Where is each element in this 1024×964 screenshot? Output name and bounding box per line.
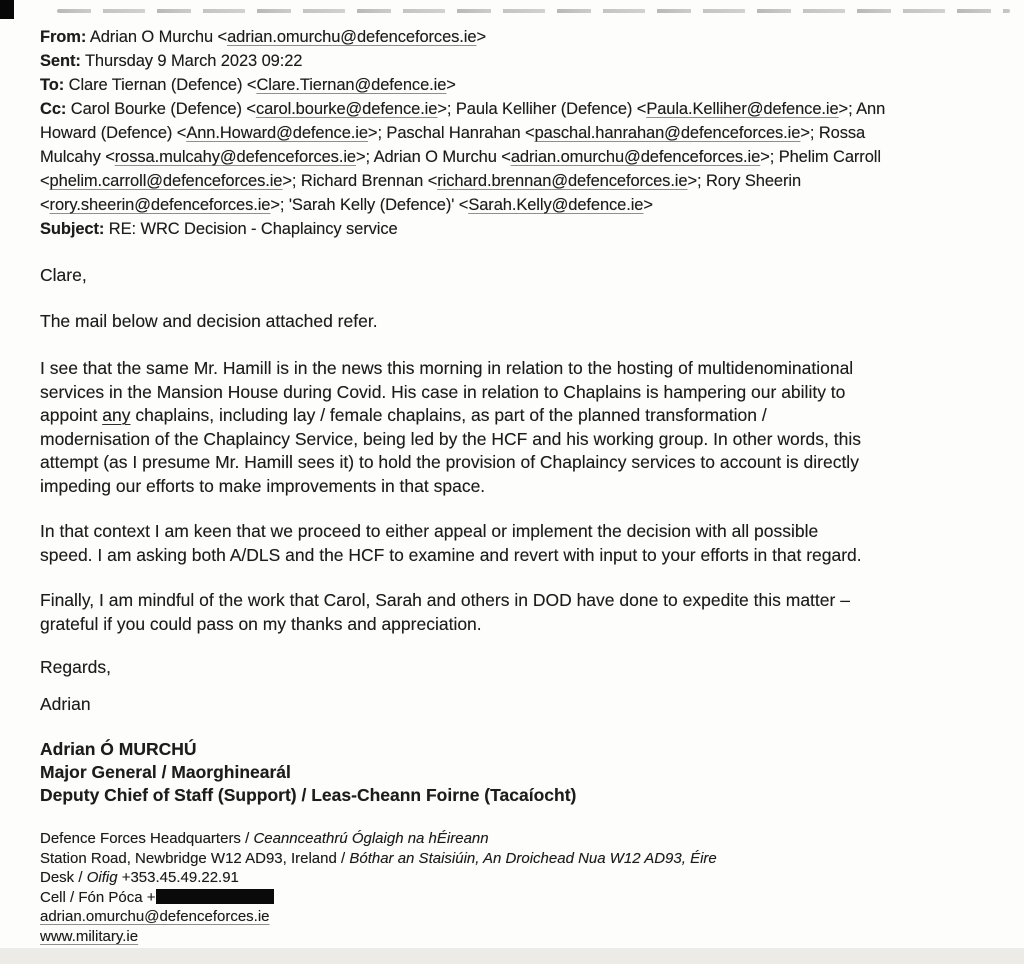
text-run: >; Paschal Hanrahan < xyxy=(367,124,535,142)
signature-name: Adrian Ó MURCHÚ xyxy=(40,739,197,759)
header-line xyxy=(40,121,992,145)
address-line xyxy=(40,927,992,947)
body-line xyxy=(40,520,992,544)
text-run: I see that the same Mr. Hamill is in the news this morning in relation to the hosting of multidenominational xyxy=(40,358,854,378)
text-run: Subject: xyxy=(40,220,105,238)
text-run: To: xyxy=(40,76,65,94)
body-line xyxy=(40,428,992,452)
header-line xyxy=(40,217,992,241)
underlined-word: any xyxy=(102,405,131,425)
text-run: In that context I am keen that we proceed to either appeal or implement the decision with all possible xyxy=(40,521,819,541)
email-document xyxy=(40,25,992,947)
address-line xyxy=(40,888,992,908)
email-link-text: rossa.mulcahy@defenceforces.ie xyxy=(114,148,356,166)
text-run: RE: WRC Decision - Chaplaincy service xyxy=(104,220,398,238)
top-scan-smudge xyxy=(57,9,1010,13)
body-line xyxy=(40,475,992,499)
text-run: >; Phelim Carroll xyxy=(760,148,881,166)
text-run: Cc: xyxy=(40,100,67,118)
email-link-text: richard.brennan@defenceforces.ie xyxy=(437,172,688,190)
email-link-text: phelim.carroll@defenceforces.ie xyxy=(49,172,283,190)
body-paragraph xyxy=(40,310,992,334)
text-run: grateful if you could pass on my thanks and appreciation. xyxy=(40,613,482,634)
text-run: Oifig xyxy=(86,869,118,887)
text-run: attempt (as I presume Mr. Hamill sees it) to hold the provision of Chaplaincy services to account is directly xyxy=(40,452,859,472)
text-run: Finally, I am mindful of the work that Carol, Sarah and others in DOD have done to expedite this matter – xyxy=(40,590,850,610)
header-line xyxy=(40,49,992,73)
body-paragraph xyxy=(40,656,992,680)
text-run: >; Ann xyxy=(838,100,886,118)
body-line xyxy=(40,656,992,680)
text-run: impeding our efforts to make improvements in that space. xyxy=(40,475,486,496)
bottom-page-edge-band xyxy=(0,948,1024,964)
text-run: chaplains, including lay / female chaplains, as part of the planned transformation / xyxy=(130,405,767,425)
text-run: Ceannceathrú Óglaigh na hÉireann xyxy=(253,830,489,847)
text-run: >; Rossa xyxy=(800,124,866,142)
phone-redaction-bar xyxy=(156,889,274,904)
body-line xyxy=(40,404,992,428)
text-run: Howard (Defence) < xyxy=(40,124,187,142)
text-run: appoint xyxy=(40,405,103,425)
body-line xyxy=(40,693,992,717)
header-line xyxy=(40,25,992,49)
text-run: From: xyxy=(40,28,87,46)
signature-name-block xyxy=(40,738,992,807)
text-run: modernisation of the Chaplaincy Service, being led by the HCF and his working group. In other words, this xyxy=(40,428,861,449)
text-run: Clare, xyxy=(40,265,87,285)
email-link-text: adrian.omurchu@defenceforces.ie xyxy=(510,148,761,166)
email-body xyxy=(40,264,992,716)
text-run: Thursday 9 March 2023 09:22 xyxy=(80,52,303,70)
body-line xyxy=(40,451,992,475)
text-run: Station Road, Newbridge W12 AD93, Ireland / xyxy=(40,849,350,867)
text-run: >; 'Sarah Kelly (Defence)' < xyxy=(270,196,469,214)
body-line xyxy=(40,544,992,568)
email-link-text: carol.bourke@defence.ie xyxy=(255,100,438,118)
header-line xyxy=(40,97,992,121)
email-link-text: Paula.Kelliher@defence.ie xyxy=(646,100,839,118)
text-run: Regards, xyxy=(40,657,112,677)
corner-scan-mark xyxy=(0,0,14,19)
text-run: Mulcahy < xyxy=(40,148,115,166)
email-link-text: Sarah.Kelly@defence.ie xyxy=(468,196,644,214)
body-line xyxy=(40,613,992,637)
text-run: Carol Bourke (Defence) < xyxy=(66,100,256,118)
email-header-block xyxy=(40,25,992,241)
signature-rank: Major General / Maorghinearál xyxy=(40,762,291,782)
email-link-text: www.military.ie xyxy=(40,927,139,945)
body-line xyxy=(40,357,992,381)
address-line xyxy=(40,868,992,888)
text-run: > xyxy=(446,76,456,94)
email-link-text: paschal.hanrahan@defenceforces.ie xyxy=(534,124,801,142)
text-run: >; Rory Sheerin xyxy=(687,172,802,190)
text-run: >; Richard Brennan < xyxy=(282,172,438,190)
address-line xyxy=(40,829,992,849)
body-paragraph xyxy=(40,264,992,288)
body-line xyxy=(40,589,992,613)
text-run: speed. I am asking both A/DLS and the HCF to examine and revert with input to your efforts in that regard. xyxy=(40,544,862,565)
body-line xyxy=(40,310,992,334)
text-run: +353.45.49.22.91 xyxy=(117,869,239,887)
body-line xyxy=(40,381,992,405)
text-run: Adrian O Murchu < xyxy=(86,28,228,46)
text-run: Clare Tiernan (Defence) < xyxy=(64,76,257,94)
text-run: Adrian xyxy=(40,693,91,714)
email-link-text: adrian.omurchu@defenceforces.ie xyxy=(227,28,477,46)
text-run: Bóthar an Staisiúin, An Droichead Nua W12 AD93, Éire xyxy=(349,849,717,867)
header-line xyxy=(40,193,992,217)
text-run: Desk / xyxy=(40,869,87,887)
address-line xyxy=(40,849,992,869)
body-paragraph xyxy=(40,589,992,636)
signature-title: Deputy Chief of Staff (Support) / Leas-Cheann Foirne (Tacaíocht) xyxy=(40,785,577,805)
text-run: >; Adrian O Murchu < xyxy=(355,148,511,166)
email-link-text: Clare.Tiernan@defence.ie xyxy=(256,76,447,94)
body-paragraph xyxy=(40,520,992,567)
email-link-text: rory.sheerin@defenceforces.ie xyxy=(49,196,271,214)
address-line xyxy=(40,907,992,927)
body-paragraph xyxy=(40,357,992,498)
email-link-text: adrian.omurchu@defenceforces.ie xyxy=(40,908,270,926)
text-run: > xyxy=(476,28,486,46)
text-run: >; Paula Kelliher (Defence) < xyxy=(437,100,647,118)
text-run: The mail below and decision attached refer. xyxy=(40,310,378,331)
text-run: Defence Forces Headquarters / xyxy=(40,830,254,847)
text-run: services in the Mansion House during Covid. His case in relation to Chaplains is hampering our ability to xyxy=(40,381,846,402)
header-line xyxy=(40,145,992,169)
signature-address-block xyxy=(40,829,992,947)
text-run: > xyxy=(643,196,653,214)
body-paragraph xyxy=(40,693,992,717)
text-run: Cell / Fón Póca + xyxy=(40,888,156,906)
text-run: Sent: xyxy=(40,52,81,70)
text-run: < xyxy=(40,172,50,190)
header-line xyxy=(40,169,992,193)
email-link-text: Ann.Howard@defence.ie xyxy=(186,124,368,142)
body-line xyxy=(40,264,992,288)
header-line xyxy=(40,73,992,97)
text-run: < xyxy=(40,196,50,214)
